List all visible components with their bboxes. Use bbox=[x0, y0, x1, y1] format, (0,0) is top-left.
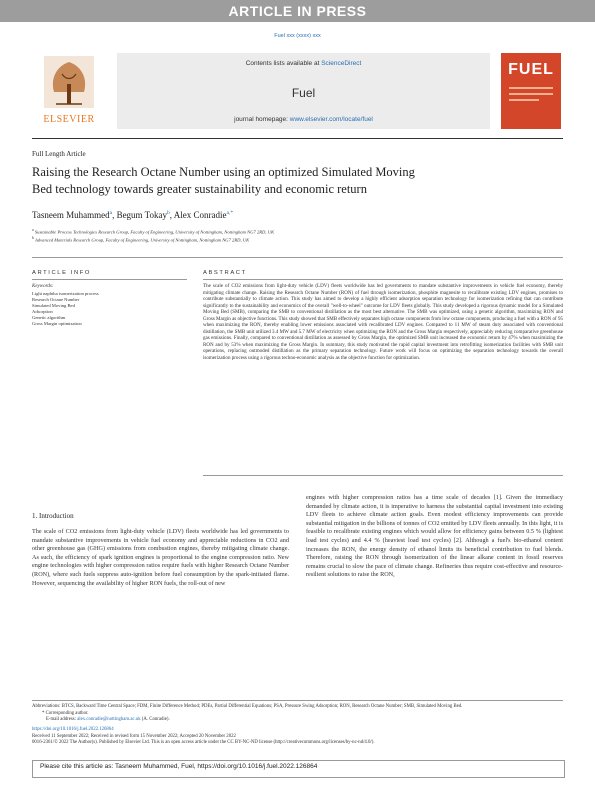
abstract-text: The scale of CO2 emissions from light-duty vehicle (LDV) fleets worldwide has led governments to mandate substantive improvements in vehicle fuel economy, thereby mitigating climate change. Raising the Research Octane Number (RON) of fuel through isomerization, phosphite magnesite to recalibrate existing LDV engines, promises to contribute substantially to climate action. This study has aimed to develop a highly efficient adsorption separation technology for isomerization refining that can contribute significantly to the sustainability and economics of the overall "well-to-wheel" outcome for LDV fleets globally. This study developed a rigorous dynamic model for a Simulated Moving Bed (SMB), comparing the SMB to conventional distillation as the most best alternative. The SMB was optimized, using a genetic algorithm, maximizing RON and Gross Margin as objective functions. This study showed that SMB effectively separates high octane components from low octane components, producing a fuel with a RON of 95 when maximizing the RON, thereby enabling lower emissions associated with recalibrated LDV engines. Compared to 11 MW of steam duty associated with conventional distillation, the SMB unit utilized 3.4 MW and 5.7 MW of electricity when optimizing the RON and the Gross Margin respectively, appreciably reducing comparative greenhouse gas emissions. Finally, compared to conventional distillation as assessed by Gross Margin, the optimized SMB unit increased the economic return by 47% when maximizing the RON and by 53% when maximizing the Gross Margin. In summary, this study motivated the rapid capital investment into retrofitting isomerization facilities with SMB unit operations, replacing outmoded distillation as the primary separation technology. Future work will focus on optimizing the separation technology towards the overall isomerization process using a rigorous techno-economic analysis as the objective function for optimization. bbox=[203, 283, 563, 361]
contents-prefix: Contents lists available at bbox=[245, 60, 322, 67]
article-in-press-banner: ARTICLE IN PRESS bbox=[0, 0, 595, 22]
divider bbox=[32, 279, 187, 280]
elsevier-logo bbox=[32, 54, 106, 126]
affiliation bbox=[32, 236, 249, 243]
author-affil-mark[interactable]: b bbox=[167, 210, 170, 216]
abstract-heading: ABSTRACT bbox=[203, 270, 247, 276]
intro-right-column: engines with higher compression ratios has a time scale of decades [1]. Given the immediacy demanded by climate action, it is imperative to harness the substantial capital investment into existing LDV fleets to achieve climate action goals. Even modest efficiency improvements can provide substantial mitigation in the billions of tonnes of CO2 emitted by LDV fleets annually. In this light, it is feasible to recalibrate existing engines which would allow for efficiency gains between 0.5 % (lightest load test cycles) and 4.4 % (heaviest load test cycles) [2]. Although a fuel's bio-ethanol content increases the RON, the energy density of ethanol limits its beneficial contribution to fuel blends. Therefore, raising the RON through isomerization of the linear alkane content in fossil reserves remains crucial to slow the pace of climate change. Refineries thus require cost-effective and resource-resilient solutions to raise the RON, bbox=[306, 494, 563, 579]
keyword-item: Gross Margin optimization bbox=[32, 321, 82, 326]
sciencedirect-link[interactable]: ScienceDirect bbox=[321, 60, 362, 67]
doi-link[interactable]: https://doi.org/10.1016/j.fuel.2022.126864 bbox=[32, 727, 114, 732]
author-list: Tasneem Muhammed$^a$, Begum Tokay$^b$, Alex Conradie$^{a,*}$ bbox=[32, 210, 234, 220]
elsevier-wordmark: ELSEVIER bbox=[43, 114, 95, 125]
article-title bbox=[32, 164, 452, 198]
divider bbox=[32, 700, 563, 701]
journal-name: Fuel bbox=[291, 86, 316, 100]
email-label: E-mail address: bbox=[46, 717, 78, 723]
article-info-heading: ARTICLE INFO bbox=[32, 270, 92, 276]
affiliation-text: Sustainable Process Technologies Research Group, Faculty of Engineering, University of Nottingham, Nottingham NG7 2RD, UK bbox=[34, 229, 275, 235]
abbreviations-footnote: Abbreviations: BTCS, Backward Time Central Space; FDM, Finite Difference Method; PDEs, Partial Differential Equations; PSA, Pressure Swing Adsorption; RON, Research Octane Number; SMB, Simulated Moving Bed. bbox=[32, 704, 463, 709]
corresponding-author-footnote: * Corresponding author. bbox=[42, 710, 89, 716]
footnotes bbox=[32, 704, 563, 724]
contents-line bbox=[117, 60, 490, 67]
section-heading-introduction: 1. Introduction bbox=[32, 512, 74, 520]
article-metadata bbox=[32, 727, 563, 747]
email-footnote bbox=[32, 717, 563, 724]
divider bbox=[32, 257, 563, 258]
license-statement: 0016-2361/© 2022 The Author(s). Published by Elsevier Ltd. This is an open access article under the CC BY-NC-ND license (http://creativecommons.org/licenses/by-nc-nd/4.0/). bbox=[32, 740, 375, 746]
journal-homepage-line bbox=[117, 116, 490, 123]
keyword-item: Simulated Moving Bed bbox=[32, 303, 75, 308]
author-name[interactable]: Begum Tokay bbox=[116, 210, 168, 220]
affiliation-text: Advanced Materials Research Group, Faculty of Engineering, University of Nottingham, Nottingham NG7 2RD, UK bbox=[35, 237, 250, 243]
keyword-item: Genetic algorithm bbox=[32, 315, 66, 320]
author-affil-mark[interactable]: a bbox=[109, 210, 113, 216]
citation-text: Please cite this article as: Tasneem Muhammed, Fuel, https://doi.org/10.1016/j.fuel.2022.126864 bbox=[40, 763, 318, 770]
divider bbox=[203, 475, 563, 476]
homepage-link[interactable]: www.elsevier.com/locate/fuel bbox=[289, 116, 373, 123]
author-name[interactable]: Tasneem Muhammed bbox=[32, 210, 110, 220]
keywords-label: Keywords: bbox=[32, 284, 54, 289]
title-line-2: Bed technology towards greater sustainability and economic return bbox=[32, 182, 367, 196]
author-name[interactable]: Alex Conradie bbox=[173, 210, 227, 220]
keyword-item: Light naphtha isomerization process bbox=[32, 291, 99, 296]
received-dates: Received 11 September 2022; Received in revised form 15 November 2022; Accepted 20 November 2022 bbox=[32, 733, 236, 739]
article-type: Full Length Article bbox=[32, 150, 86, 158]
affiliation-mark: b bbox=[32, 236, 34, 240]
journal-reference[interactable]: Fuel xxx (xxxx) xxx bbox=[274, 33, 321, 39]
keyword-item: Adsorption bbox=[32, 309, 53, 314]
author-affil-mark[interactable]: a,* bbox=[226, 210, 234, 216]
cover-title: FUEL bbox=[508, 61, 554, 78]
affiliation bbox=[32, 228, 274, 235]
intro-left-column: The scale of CO2 emissions from light-duty vehicle (LDV) fleets worldwide has led governments to mandate substantive improvements in vehicle fuel economy and appreciable reductions in CO2 and other greenhouse gas (GHG) emissions from combustion engines, thereby mitigating climate change. As such, the efficiency of spark ignition engines is proportional to the engine compression ratio. New engine technologies with higher compression ratios require fuels with higher Research Octane Number (RON), where such fuels suppress auto-ignition before fuel consumption by the spark-initiated flame. However, sequencing the availability of higher RON fuels, the roll-out of new bbox=[32, 528, 289, 587]
keyword-item: Research Octane Number bbox=[32, 297, 80, 302]
email-link[interactable]: alex.conradie@nottingham.ac.uk bbox=[77, 717, 141, 723]
header-rule bbox=[32, 138, 563, 139]
title-line-1: Raising the Research Octane Number using an optimized Simulated Moving bbox=[32, 165, 415, 179]
homepage-prefix: journal homepage: bbox=[234, 116, 290, 123]
affiliation-mark: a bbox=[32, 228, 34, 232]
journal-cover-image bbox=[501, 53, 561, 129]
divider bbox=[203, 279, 563, 280]
email-suffix: (A. Conradie). bbox=[140, 717, 170, 723]
